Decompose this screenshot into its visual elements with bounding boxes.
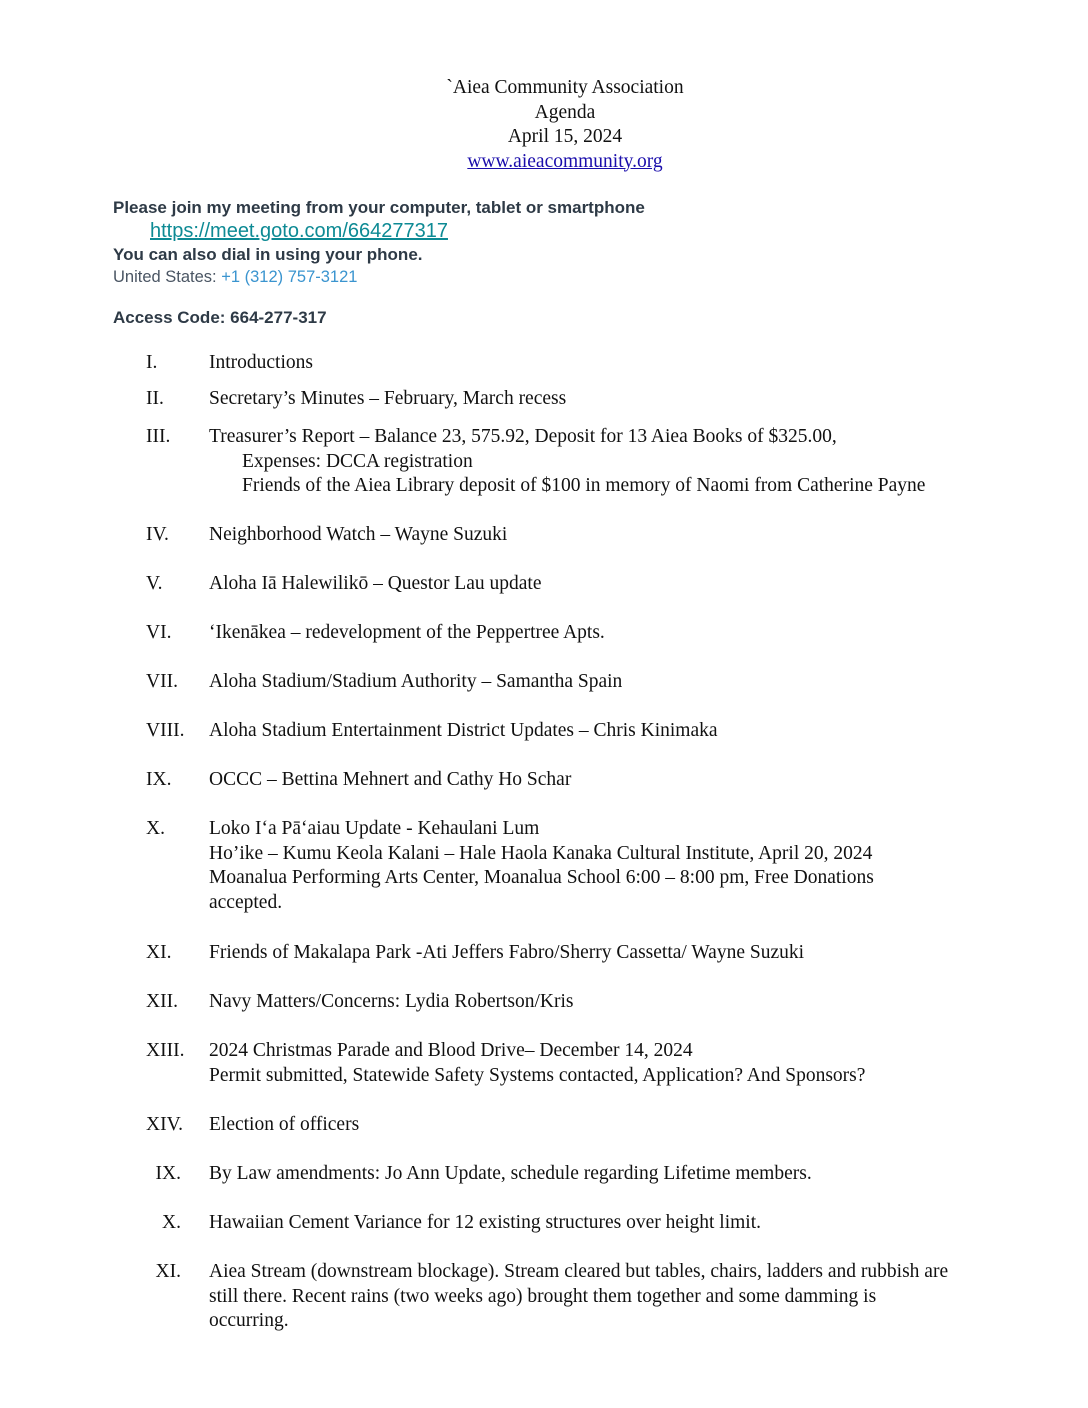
agenda-item-number: XII.	[146, 991, 178, 1012]
agenda-item-text	[209, 1211, 1039, 1236]
dial-in-number	[113, 266, 645, 289]
agenda-item-number: I.	[146, 352, 158, 373]
agenda-item-number: XIII.	[146, 1040, 185, 1061]
agenda-item-text	[209, 941, 1039, 966]
agenda-item-number: X.	[162, 1212, 181, 1233]
agenda-item-line: still there. Recent rains (two weeks ago) brought them together and some damming is	[209, 1285, 877, 1307]
agenda-item-line: By Law amendments: Jo Ann Update, schedule regarding Lifetime members.	[209, 1163, 812, 1184]
dial-instructions: You can also dial in using your phone.	[113, 245, 423, 264]
agenda-item-line: accepted.	[209, 891, 283, 913]
website-link[interactable]: www.aieacommunity.org	[467, 150, 663, 172]
agenda-item-text	[209, 572, 1039, 597]
agenda-item-line: Neighborhood Watch – Wayne Suzuki	[209, 524, 508, 545]
agenda-item-line: Friends of the Aiea Library deposit of $100 in memory of Naomi from Catherine Payne	[242, 475, 926, 496]
agenda-item-text	[209, 1162, 1039, 1187]
agenda-item-text	[209, 670, 1039, 695]
agenda-item-line: Permit submitted, Statewide Safety Systems contacted, Application? And Sponsors?	[209, 1064, 866, 1086]
agenda-item-text	[209, 523, 1039, 548]
agenda-item-line: Election of officers	[209, 1114, 360, 1135]
agenda-item-line: OCCC – Bettina Mehnert and Cathy Ho Schar	[209, 769, 572, 790]
agenda-item-text	[209, 1260, 1039, 1334]
agenda-item-number: VIII.	[146, 720, 185, 741]
agenda-item-line: Loko Iʻa Pāʻaiau Update - Kehaulani Lum	[209, 818, 540, 839]
agenda-item-number: X.	[146, 818, 165, 839]
agenda-item-number: XI.	[155, 1261, 181, 1282]
agenda-item-text	[209, 817, 1039, 915]
agenda-item-line: Ho’ike – Kumu Keola Kalani – Hale Haola Kanaka Cultural Institute, April 20, 2024	[209, 842, 873, 864]
agenda-item-line: Aiea Stream (downstream blockage). Stream cleared but tables, chairs, ladders and rubbish are	[209, 1261, 949, 1282]
agenda-item-number: II.	[146, 388, 164, 409]
agenda-item-line: 2024 Christmas Parade and Blood Drive– December 14, 2024	[209, 1040, 693, 1061]
agenda-item-line: ‘Ikenākea – redevelopment of the Peppertree Apts.	[209, 622, 605, 643]
document-header	[0, 76, 1088, 174]
agenda-item-line: Friends of Makalapa Park -Ati Jeffers Fabro/Sherry Cassetta/ Wayne Suzuki	[209, 942, 805, 963]
agenda-item-text	[209, 1113, 1039, 1138]
agenda-item-number: XIV.	[146, 1114, 184, 1135]
agenda-item-line: Aloha Stadium/Stadium Authority – Samantha Spain	[209, 671, 623, 692]
agenda-item-text	[209, 387, 1039, 412]
agenda-item-text	[209, 621, 1039, 646]
agenda-item-number: V.	[146, 573, 163, 594]
agenda-item-number: VII.	[146, 671, 178, 692]
agenda-item-line: Secretary’s Minutes – February, March recess	[209, 388, 567, 409]
agenda-item-line: Moanalua Performing Arts Center, Moanalua School 6:00 – 8:00 pm, Free Donations	[209, 867, 874, 888]
country-label: United States:	[113, 268, 222, 286]
agenda-item-number: VI.	[146, 622, 172, 643]
agenda-item-text	[209, 719, 1039, 744]
agenda-item-line: occurring.	[209, 1310, 289, 1331]
agenda-item-number: IX.	[146, 769, 172, 790]
agenda-item-line: Navy Matters/Concerns: Lydia Robertson/Kris	[209, 991, 574, 1012]
agenda-item-text	[209, 425, 1039, 499]
meeting-link[interactable]: https://meet.goto.com/664277317	[150, 220, 448, 242]
document-type: Agenda	[534, 101, 596, 123]
agenda-item-text	[209, 768, 1039, 793]
agenda-item-line: Aloha Iā Halewilikō – Questor Lau update	[209, 573, 542, 594]
access-code: Access Code: 664-277-317	[113, 308, 327, 327]
join-instructions: Please join my meeting from your computer, tablet or smartphone	[113, 198, 645, 217]
meeting-info	[113, 196, 645, 289]
meeting-date: April 15, 2024	[507, 126, 623, 147]
agenda-item-number: XI.	[146, 942, 172, 963]
agenda-item-line: Aloha Stadium Entertainment District Updates – Chris Kinimaka	[209, 720, 718, 741]
organization-name: `Aiea Community Association	[446, 77, 684, 98]
agenda-item-number: III.	[146, 426, 171, 447]
agenda-item-number: IV.	[146, 524, 169, 545]
agenda-item-line: Introductions	[209, 352, 313, 373]
agenda-item-text	[209, 1039, 1039, 1088]
phone-number[interactable]: +1 (312) 757-3121	[221, 268, 358, 286]
agenda-item-text	[209, 990, 1039, 1015]
agenda-item-line: Hawaiian Cement Variance for 12 existing structures over height limit.	[209, 1212, 761, 1233]
agenda-item-line: Treasurer’s Report – Balance 23, 575.92, Deposit for 13 Aiea Books of $325.00,	[209, 426, 837, 447]
agenda-item-text	[209, 351, 1039, 376]
agenda-item-number: IX.	[155, 1163, 181, 1184]
agenda-item-line: Expenses: DCCA registration	[242, 450, 473, 472]
